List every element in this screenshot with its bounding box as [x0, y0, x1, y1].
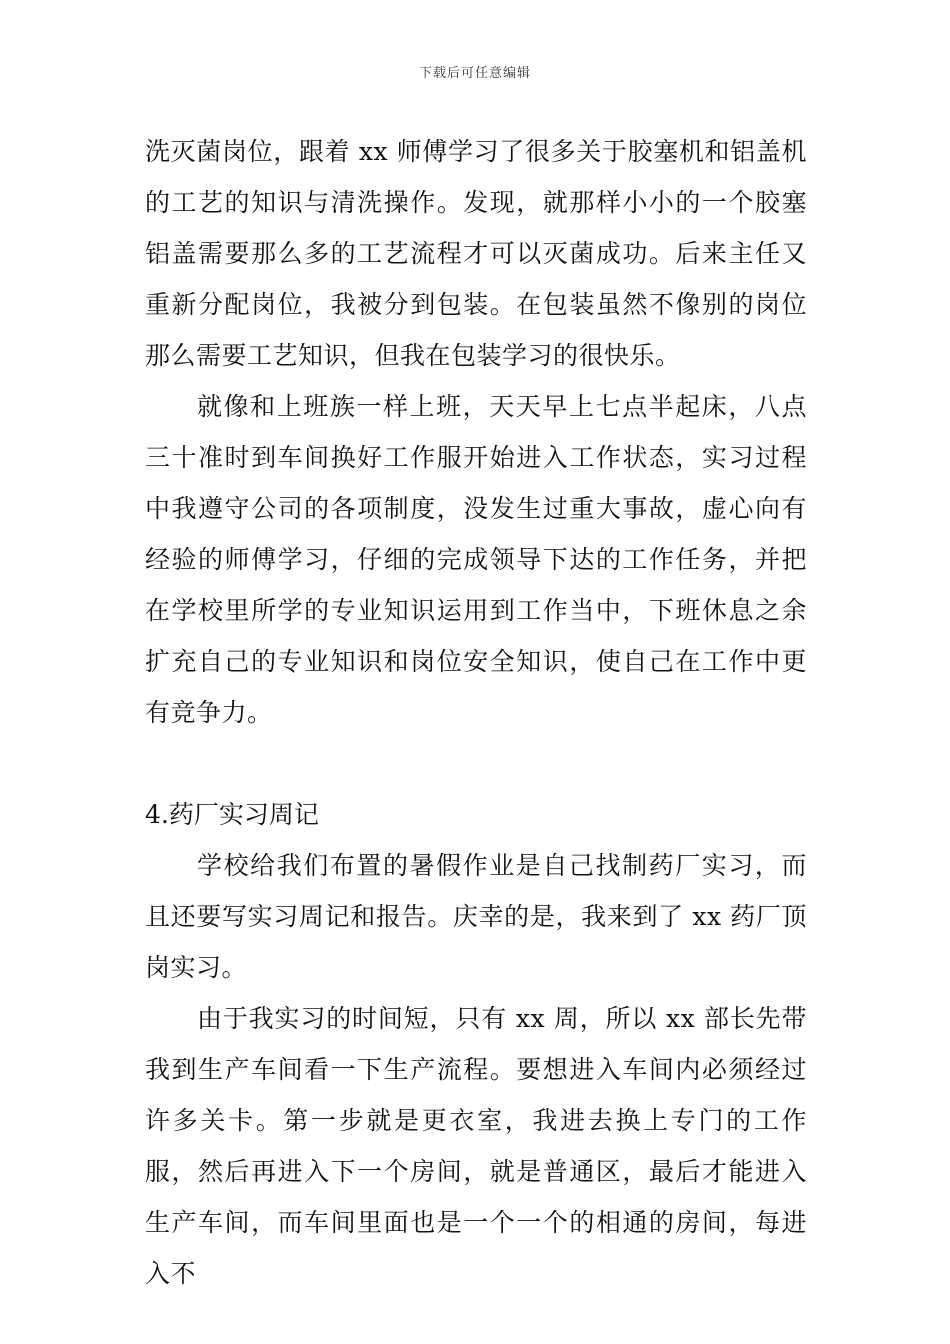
- page-header: 下载后可任意编辑: [418, 66, 531, 81]
- paragraph-2: 就像和上班族一样上班，天天早上七点半起床，八点三十准时到车间换好工作服开始进入工作状态，实习过程中我遵守公司的各项制度，没发生过重大事故，虚心向有经验的师傅学习，仔细的完成领导下达的工作任务，并把在学校里所学的专业知识运用到工作当中，下班休息之余扩充自己的专业知识和岗位安全知识，使自己在工作中更有竞争力。: [145, 392, 807, 727]
- document-body: [145, 126, 807, 1299]
- paragraph-4: 由于我实习的时间短，只有 xx 周，所以 xx 部长先带我到生产车间看一下生产流程。要想进入车间内必须经过许多关卡。第一步就是更衣室，我进去换上专门的工作服，然后再进入下一个房间，就是普通区，最后才能进入生产车间，而车间里面也是一个一个的相通的房间，每进入不: [145, 1004, 807, 1288]
- section-heading: 4.药厂实习周记: [145, 800, 319, 829]
- section-gap: [145, 738, 807, 789]
- paragraph-3: 学校给我们布置的暑假作业是自己找制药厂实习，而且还要写实习周记和报告。庆幸的是，我来到了 xx 药厂顶岗实习。: [145, 851, 807, 982]
- paragraph-1: 洗灭菌岗位，跟着 xx 师傅学习了很多关于胶塞机和铝盖机的工艺的知识与清洗操作。发现，就那样小小的一个胶塞铝盖需要那么多的工艺流程才可以灭菌成功。后来主任又重新分配岗位，我被分到包装。在包装虽然不像别的岗位那么需要工艺知识，但我在包装学习的很快乐。: [145, 137, 807, 370]
